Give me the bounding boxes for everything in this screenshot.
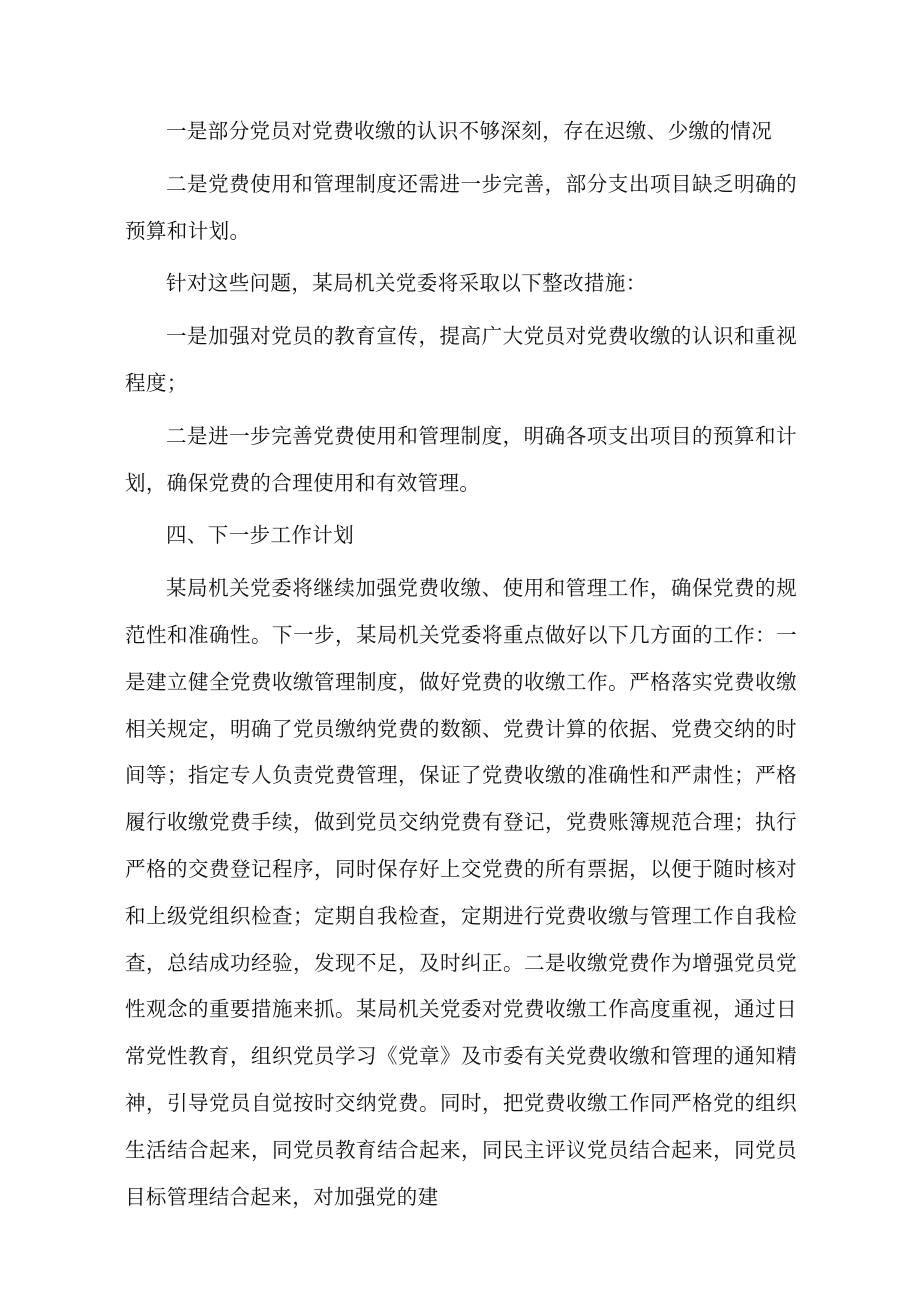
paragraph-2: 二是党费使用和管理制度还需进一步完善，部分支出项目缺乏明确的预算和计划。 [125, 171, 797, 243]
paragraph-4: 一是加强对党员的教育宣传，提高广大党员对党费收缴的认识和重视程度； [125, 324, 797, 395]
paragraph-1: 一是部分党员对党费收缴的认识不够深刻，存在迟缴、少缴的情况 [166, 119, 773, 143]
paragraph-3: 针对这些问题，某局机关党委将采取以下整改措施： [166, 271, 647, 296]
paragraph-7: 某局机关党委将继续加强党费收缴、使用和管理工作，确保党费的规范性和准确性。下一步，某局机关党委将重点做好以下几方面的工作：一是建立健全党费收缴管理制度，做好党费的收缴工作。严格落实党费收缴相关规定，明确了党员缴纳党费的数额、党费计算的依据、党费交纳的时间等；指定专人负责党费管理，保证了党费收缴的准确性和严肃性；严格履行收缴党费手续，做到党员交纳党费有登记，党费账簿规范合理；执行严格的交费登记程序，同时保存好上交党费的所有票据，以便于随时核对和上级党组织检查；定期自我检查，定期进行党费收缴与管理工作自我检查，总结成功经验，发现不足，及时纠正。二是收缴党费作为增强党员党性观念的重要措施来抓。某局机关党委对党费收缴工作高度重视，通过日常党性教育，组织党员学习《党章》及市委有关党费收缴和管理的通知精神，引导党员自觉按时交纳党费。同时，把党费收缴工作同严格党的组织生活结合起来，同党员教育结合起来，同民主评议党员结合起来，同党员目标管理结合起来，对加强党的建 [125, 576, 797, 1209]
document-body [125, 108, 797, 1220]
paragraph-5: 二是进一步完善党费使用和管理制度，明确各项支出项目的预算和计划，确保党费的合理使用和有效管理。 [125, 423, 797, 495]
section-heading: 四、下一步工作计划 [166, 523, 355, 548]
